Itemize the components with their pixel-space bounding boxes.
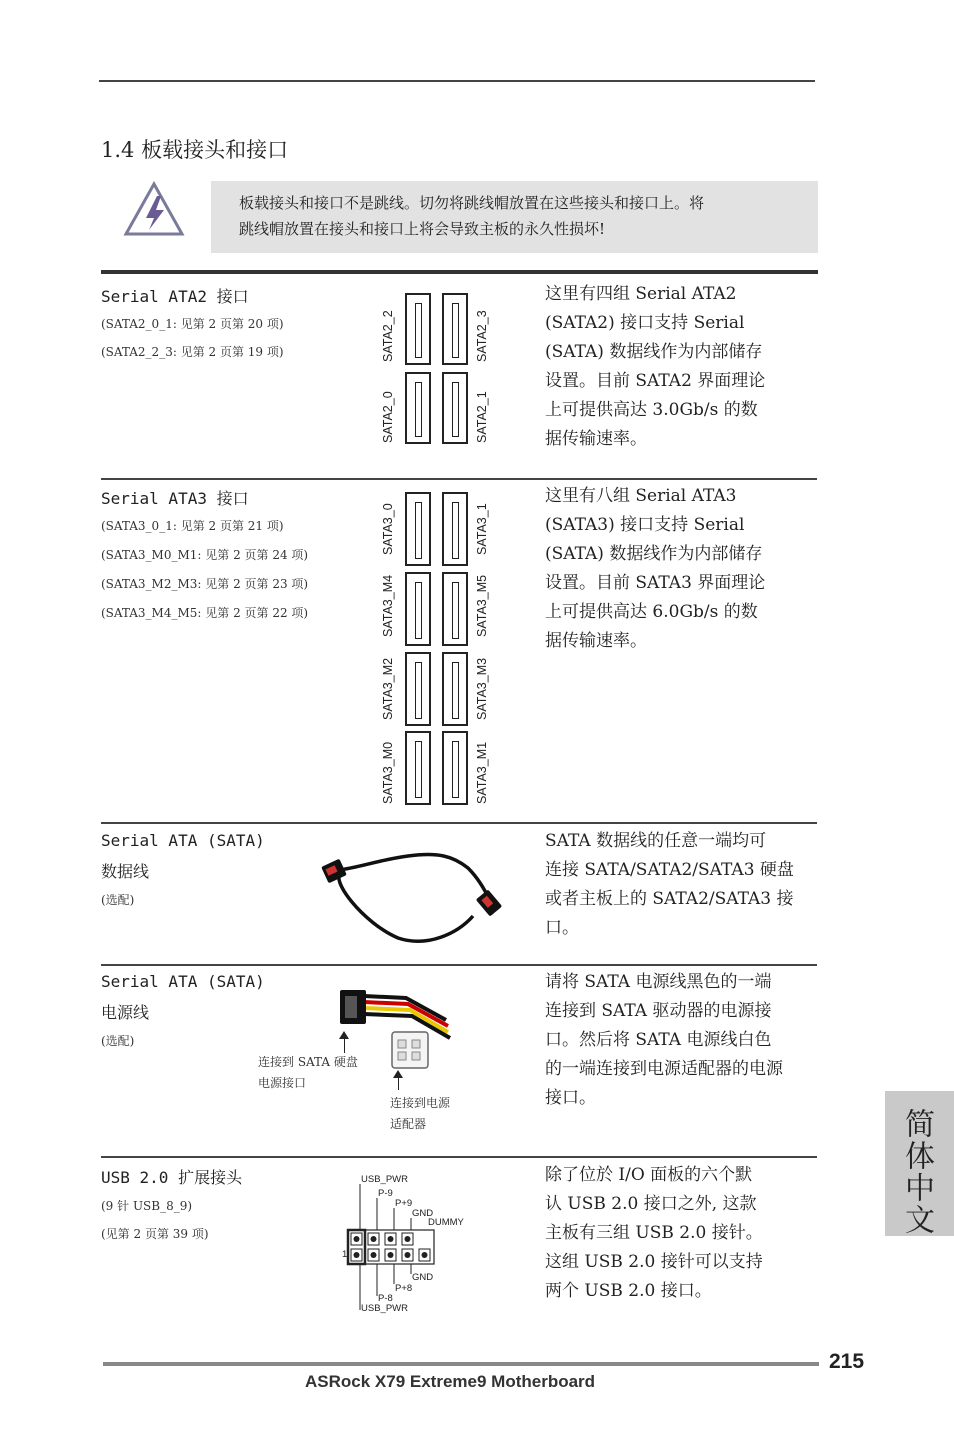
sata-port xyxy=(442,572,468,646)
language-side-tab-label: 简体中文 xyxy=(899,1108,934,1236)
sata-port xyxy=(405,293,431,365)
pin-label: USB_PWR xyxy=(361,1303,408,1314)
section-divider xyxy=(101,270,818,274)
pin-label: GND xyxy=(412,1272,434,1283)
footer-bar xyxy=(103,1362,819,1366)
pin-label: P-8 xyxy=(378,1293,393,1304)
pin-label: P-9 xyxy=(378,1188,393,1199)
sata3-heading: Serial ATA3 接口 xyxy=(101,489,249,508)
port-label: SATA2_0 xyxy=(381,391,395,443)
port-label: SATA2_2 xyxy=(381,310,395,362)
sata-cable-description: SATA 数据线的任意一端均可 连接 SATA/SATA2/SATA3 硬盘 或者主板上的 SATA2/SATA3 接 口。 xyxy=(545,831,794,938)
sata-port xyxy=(405,652,431,726)
top-rule xyxy=(99,80,815,82)
sata-port xyxy=(442,731,468,805)
warning-text: 板载接头和接口不是跳线。切勿将跳线帽放置在这些接头和接口上。将 跳线帽放置在接头和接口上将会导致主板的永久性损坏! xyxy=(239,194,705,238)
sata-port xyxy=(442,492,468,566)
port-label: SATA2_1 xyxy=(475,391,489,443)
page-number: 215 xyxy=(829,1350,865,1373)
sata3-ref-3: (SATA3_M4_M5: 见第 2 页第 22 项) xyxy=(101,606,309,620)
port-label: SATA3_M1 xyxy=(475,741,489,804)
sata-port xyxy=(405,731,431,805)
sata-port xyxy=(442,293,468,365)
sata-power-heading: Serial ATA (SATA) xyxy=(101,972,265,991)
arrow-up-icon xyxy=(339,1031,349,1039)
sata-port xyxy=(405,492,431,566)
usb-ref-0: (9 针 USB_8_9) xyxy=(101,1199,193,1213)
sata-cable-optional: (选配) xyxy=(101,893,135,907)
sata-cable-heading: Serial ATA (SATA) xyxy=(101,831,265,850)
arrow-up-icon xyxy=(393,1070,403,1078)
sata-port xyxy=(405,572,431,646)
pin-label: P+8 xyxy=(395,1283,413,1294)
label-to-psu: 连接到电源 适配器 xyxy=(390,1096,451,1131)
row-divider xyxy=(101,1156,817,1158)
port-label: SATA3_M3 xyxy=(475,657,489,720)
port-label: SATA3_1 xyxy=(475,503,489,555)
sata-power-description: 请将 SATA 电源线黑色的一端 连接到 SATA 驱动器的电源接 口。然后将 SATA 电源线白色 的一端连接到电源适配器的电源 接口。 xyxy=(545,972,783,1108)
footer-title: ASRock X79 Extreme9 Motherboard xyxy=(305,1372,596,1391)
label-to-hdd: 连接到 SATA 硬盘 电源接口 xyxy=(258,1055,358,1090)
sata3-ref-0: (SATA3_0_1: 见第 2 页第 21 项) xyxy=(101,519,284,533)
pin-label: P+9 xyxy=(395,1198,413,1209)
port-label: SATA3_M5 xyxy=(475,574,489,637)
section-title: 1.4 板载接头和接口 xyxy=(101,138,289,162)
pin-1-label: 1 xyxy=(342,1249,348,1260)
port-label: SATA3_M2 xyxy=(381,657,395,720)
sata-port xyxy=(442,372,468,444)
sata3-ref-1: (SATA3_M0_M1: 见第 2 页第 24 项) xyxy=(101,548,309,562)
pin-label: DUMMY xyxy=(428,1217,464,1228)
usb-ref-1: (见第 2 页第 39 项) xyxy=(101,1227,209,1241)
row-divider xyxy=(101,964,817,966)
sata2-ref-0: (SATA2_0_1: 见第 2 页第 20 项) xyxy=(101,317,284,331)
usb-heading: USB 2.0 扩展接头 xyxy=(101,1168,243,1187)
port-label: SATA2_3 xyxy=(475,310,489,362)
sata-cable-heading-2: 数据线 xyxy=(101,862,150,881)
sata2-ref-1: (SATA2_2_3: 见第 2 页第 19 项) xyxy=(101,345,284,359)
sata2-heading: Serial ATA2 接口 xyxy=(101,287,249,306)
pin-label: GND xyxy=(412,1208,434,1219)
usb-description: 除了位於 I/O 面板的六个默 认 USB 2.0 接口之外, 这款 主板有三组 USB 2.0 接针。 这组 USB 2.0 接针可以支持 两个 USB 2.0 接口。 xyxy=(545,1165,763,1301)
sata-cable-image xyxy=(318,838,508,956)
sata-power-optional: (选配) xyxy=(101,1034,135,1048)
port-label: SATA3_0 xyxy=(381,503,395,555)
sata-port xyxy=(442,652,468,726)
sata2-description: 这里有四组 Serial ATA2 (SATA2) 接口支持 Serial (SATA) 数据线作为内部储存 设置。目前 SATA2 界面理论 上可提供高达 3.0Gb/s 的数 据传输速率。 xyxy=(545,284,766,449)
sata3-ref-2: (SATA3_M2_M3: 见第 2 页第 23 项) xyxy=(101,577,309,591)
sata-port xyxy=(405,372,431,444)
warning-icon xyxy=(122,180,186,240)
row-divider xyxy=(101,478,817,480)
sata3-description: 这里有八组 Serial ATA3 (SATA3) 接口支持 Serial (SATA) 数据线作为内部储存 设置。目前 SATA3 界面理论 上可提供高达 6.0Gb/s 的数 据传输速率。 xyxy=(545,486,766,651)
row-divider xyxy=(101,822,817,824)
port-label: SATA3_M4 xyxy=(381,574,395,637)
sata-power-heading-2: 电源线 xyxy=(101,1003,150,1022)
pin-label: USB_PWR xyxy=(361,1174,408,1185)
port-label: SATA3_M0 xyxy=(381,741,395,804)
